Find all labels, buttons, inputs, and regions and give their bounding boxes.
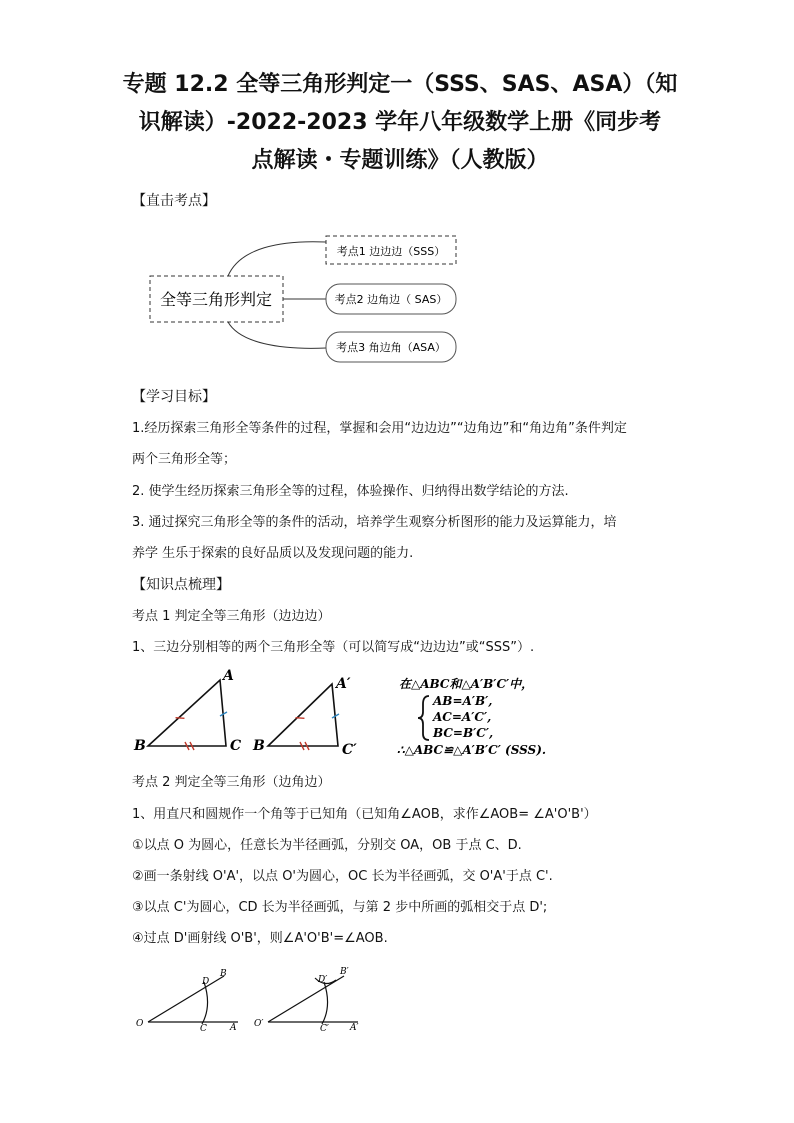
triangle-a2b2c2: [268, 684, 338, 746]
kaodian-1-title: 考点 1 判定全等三角形（边边边）: [132, 609, 331, 624]
kaodian-2-line-1: 1、用直尺和圆规作一个角等于已知角（已知角∠AOB，求作∠AOB= ∠A'O'B'）: [132, 807, 597, 822]
section-heading-kaodian: 【直击考点】: [132, 193, 216, 209]
title-line-2: 识解读）-2022-2023 学年八年级数学上册《同步考: [138, 110, 662, 135]
document-title: [120, 66, 680, 180]
goal-line-2: 两个三角形全等；: [132, 452, 237, 467]
label-o2: O′: [254, 1019, 264, 1029]
label-d-point: D: [202, 977, 210, 987]
goal-line-3: 2. 使学生经历探索三角形全等的过程，体验操作、归纳得出数学结论的方法.: [132, 484, 569, 499]
ray-o2b2: [268, 976, 344, 1022]
branch-label-sss: 考点1 边边边（SSS）: [336, 245, 446, 258]
label-c: C: [230, 738, 242, 754]
section-heading-goals: 【学习目标】: [132, 389, 216, 405]
label-a2: A′: [336, 676, 351, 692]
kaodian-2-title: 考点 2 判定全等三角形（边角边）: [132, 775, 331, 790]
label-b2-ray: B′: [340, 967, 349, 977]
figure-sss-triangles: [130, 668, 380, 760]
title-line-3: 点解读・专题训练》（人教版）: [251, 148, 549, 173]
goal-line-4: 3. 通过探究三角形全等的条件的活动，培养学生观察分析图形的能力及运算能力，培: [132, 515, 617, 530]
triangle-abc: [148, 680, 226, 746]
proof-line-1: AB=A′B′,: [433, 694, 493, 708]
label-c2: C′: [342, 742, 357, 758]
proof-brace: [418, 696, 429, 740]
ray-ob: [148, 976, 224, 1022]
kaodian-mindmap: [140, 228, 470, 368]
branch-label-asa: 考点3 角边角（ASA）: [336, 341, 446, 354]
label-a: A: [223, 668, 234, 684]
label-b2: B: [253, 738, 265, 754]
figure-angle-construction: [130, 962, 380, 1042]
branch-label-sas: 考点2 边角边（ SAS）: [334, 293, 448, 306]
kaodian-2-line-2: ①以点 O 为圆心，任意长为半径画弧，分别交 OA，OB 于点 C、D.: [132, 838, 522, 853]
label-a2-ray: A′: [350, 1023, 359, 1033]
label-b: B: [134, 738, 146, 754]
figure-sss-proof: [395, 672, 595, 760]
label-d2-point: D′: [318, 975, 328, 985]
label-c-point: C: [200, 1024, 207, 1034]
kaodian-1-text: 1、三边分别相等的两个三角形全等（可以简写成“边边边”或“SSS”）.: [132, 640, 535, 655]
connector-bottom: [228, 322, 326, 348]
kaodian-2-line-5: ④过点 D'画射线 O'B'，则∠A'O'B'=∠AOB.: [132, 931, 388, 946]
connector-top: [228, 242, 326, 276]
goal-line-1: 1.经历探索三角形全等条件的过程，掌握和会用“边边边”“边角边”和“角边角”条件判定: [132, 421, 627, 436]
label-c2-point: C′: [320, 1024, 329, 1034]
proof-line-0: 在△ABC和△A′B′C′中，: [399, 677, 534, 691]
proof-line-4: ∴△ABC≌△A′B′C′ (SSS).: [397, 743, 547, 757]
title-line-1: 专题 12.2 全等三角形判定一（SSS、SAS、ASA）（知: [122, 72, 678, 97]
proof-line-3: BC=B′C′,: [433, 726, 494, 740]
kaodian-2-line-3: ②画一条射线 O'A'，以点 O'为圆心，OC 长为半径画弧，交 O'A'于点 C'.: [132, 869, 553, 884]
label-b-ray: B: [220, 969, 227, 979]
proof-line-2: AC=A′C′,: [433, 710, 492, 724]
label-a-ray: A: [230, 1023, 237, 1033]
goal-line-5: 养学 生乐于探索的良好品质以及发现问题的能力.: [132, 546, 414, 561]
section-heading-knowledge: 【知识点梳理】: [132, 577, 230, 593]
kaodian-2-line-4: ③以点 C'为圆心，CD 长为半径画弧，与第 2 步中所画的弧相交于点 D';: [132, 900, 548, 915]
label-o: O: [136, 1019, 144, 1029]
center-label: 全等三角形判定: [159, 290, 273, 309]
